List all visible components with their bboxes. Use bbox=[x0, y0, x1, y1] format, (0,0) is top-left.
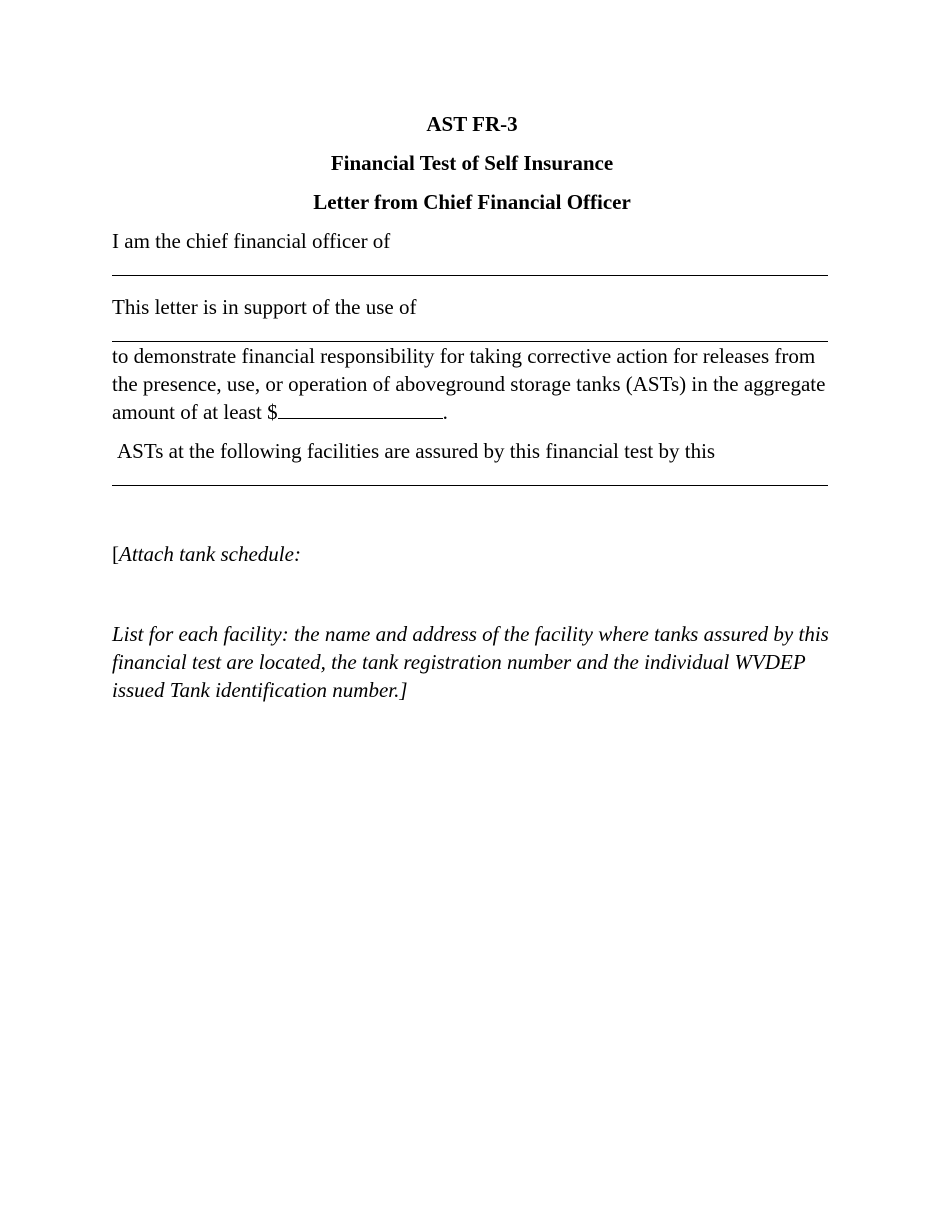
asts-statement: ASTs at the following facilities are assured by this financial test by this bbox=[117, 439, 716, 463]
document-title: Financial Test of Self Insurance bbox=[330, 151, 614, 175]
document-subtitle: Letter from Chief Financial Officer bbox=[313, 190, 631, 214]
form-id: AST FR-3 bbox=[426, 112, 518, 136]
amount-blank[interactable] bbox=[278, 400, 443, 419]
attach-label: Attach tank schedule: bbox=[119, 542, 301, 566]
attach-bracket: [ bbox=[112, 542, 119, 566]
demonstrate-text: to demonstrate financial responsibility for taking corrective action for releases from the presence, use, or operation of aboveground storage tanks (ASTs) in the aggregate amount of at least $ bbox=[112, 344, 826, 424]
list-instruction: List for each facility: the name and address of the facility where tanks assured by this financial test are located, the tank registration number and the individual WVDEP issued Tank identification number.] bbox=[112, 622, 829, 702]
support-statement: This letter is in support of the use of bbox=[112, 295, 417, 319]
cfo-statement: I am the chief financial officer of bbox=[112, 229, 391, 253]
demonstrate-end: . bbox=[442, 400, 448, 424]
assurer-blank[interactable] bbox=[112, 485, 828, 486]
document-page bbox=[112, 110, 832, 704]
demonstrate-paragraph bbox=[112, 342, 832, 426]
attach-instruction bbox=[112, 540, 832, 568]
company-name-blank[interactable] bbox=[112, 275, 828, 276]
